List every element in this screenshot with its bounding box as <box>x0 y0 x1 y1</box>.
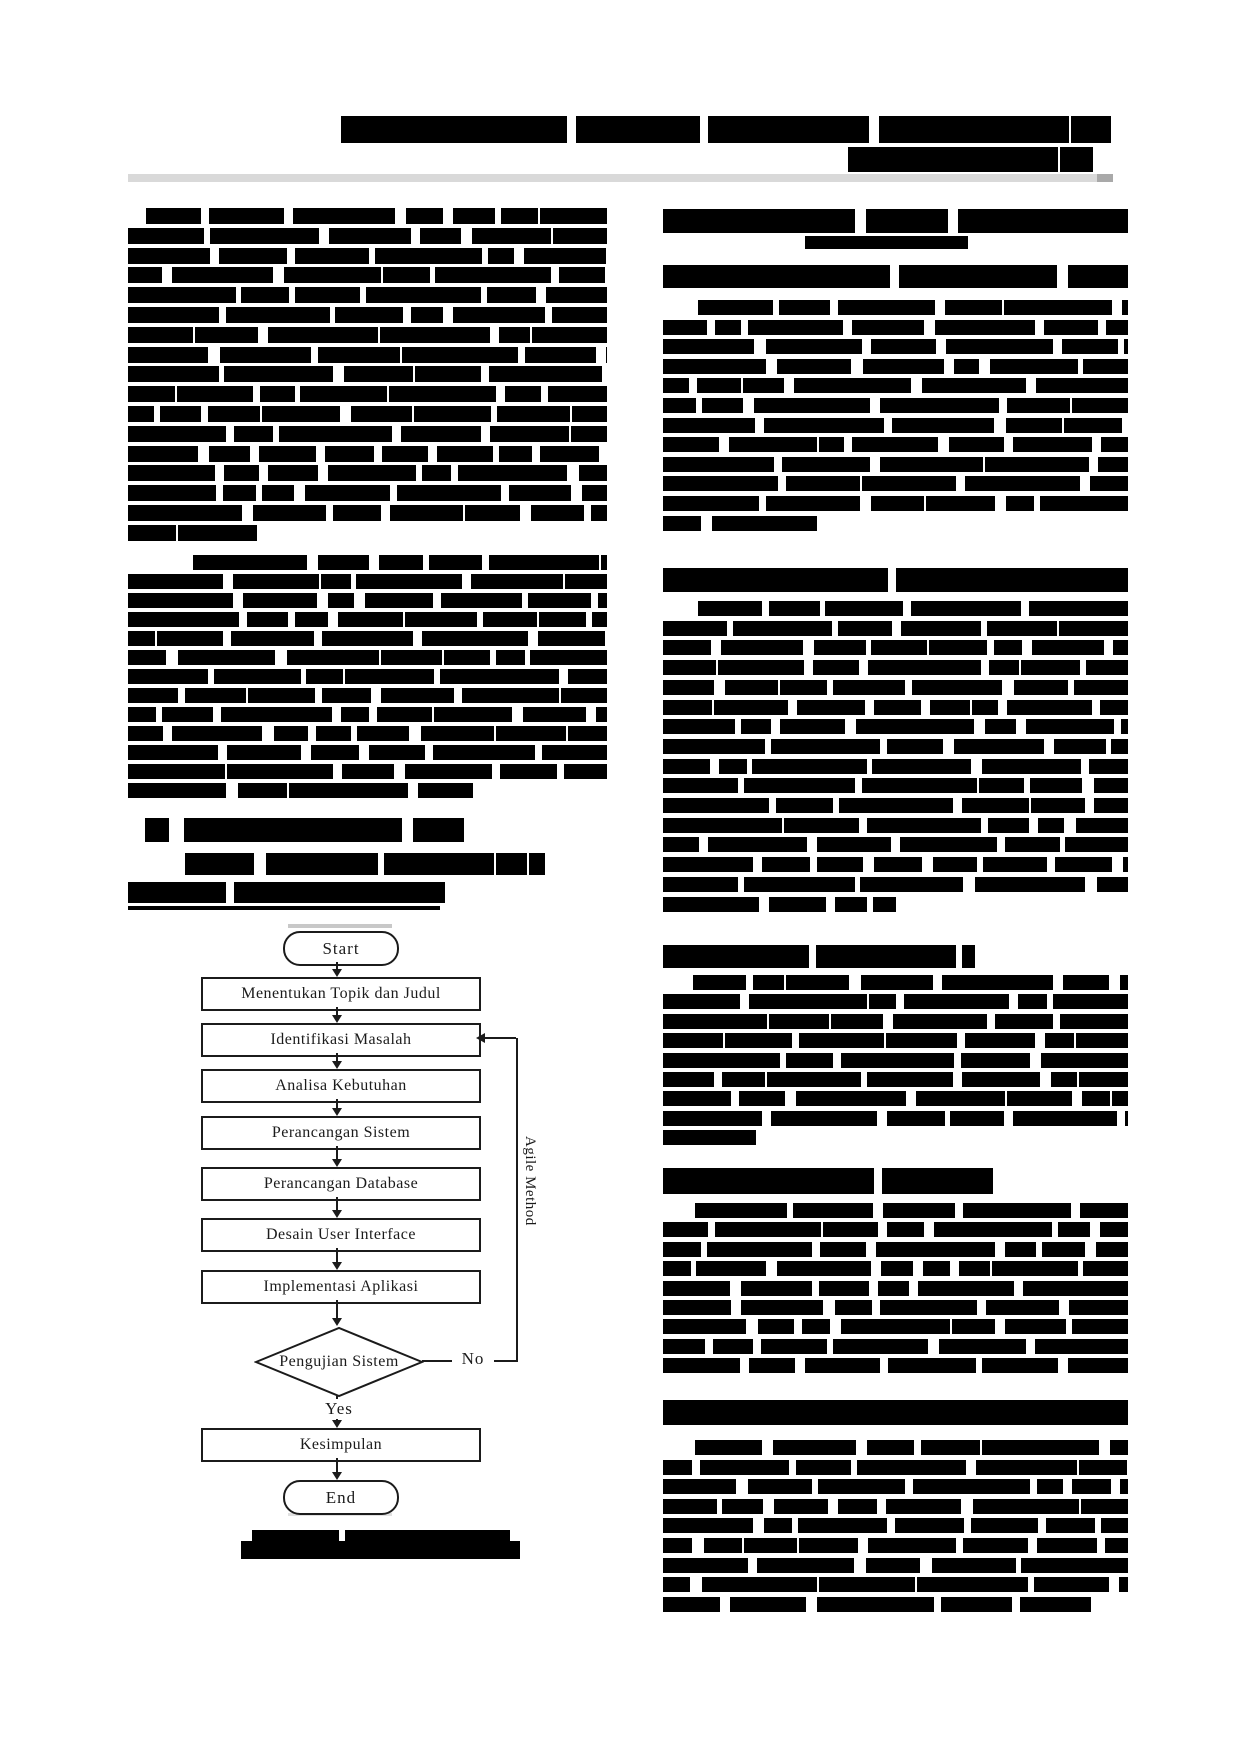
step-label: Desain User Interface <box>266 1226 416 1243</box>
scan-artifact-line <box>288 924 392 928</box>
flow-arrow-down <box>336 1458 338 1472</box>
flow-arrow-down <box>336 1197 338 1210</box>
flowchart-step-analisa-kebutuhan <box>201 1069 481 1103</box>
flowchart-step-kesimpulan <box>201 1428 481 1462</box>
step-label: Identifikasi Masalah <box>270 1031 412 1048</box>
header-divider-rule <box>128 174 1113 182</box>
flowchart-step-desain-user-interface <box>201 1218 481 1252</box>
flow-arrow-down <box>336 1053 338 1061</box>
flow-arrow-down <box>336 1248 338 1262</box>
flow-arrow-down <box>336 962 338 969</box>
header-divider-cap <box>1097 174 1113 182</box>
step-label: Analisa Kebutuhan <box>275 1077 407 1094</box>
flowchart-step-implementasi-aplikasi <box>201 1270 481 1304</box>
loop-arrowhead-left <box>476 1033 485 1043</box>
flow-arrow-down <box>336 1007 338 1015</box>
flow-arrow-down <box>336 1099 338 1108</box>
flowchart-step-perancangan-sistem <box>201 1116 481 1150</box>
flowchart-step-perancangan-database <box>201 1167 481 1201</box>
flowchart-step-identifikasi-masalah <box>201 1023 481 1057</box>
loop-line-vertical <box>516 1038 518 1362</box>
flow-arrow-down <box>336 1146 338 1159</box>
step-label: Menentukan Topik dan Judul <box>241 985 441 1002</box>
flowchart-no-label: No <box>452 1349 494 1369</box>
flowchart-start-node <box>283 931 399 966</box>
decision-label-text: Pengujian Sistem <box>279 1353 399 1370</box>
agile-method-side-label: Agile Method <box>522 1136 538 1226</box>
flowchart-step-menentukan-topik <box>201 977 481 1011</box>
step-label: Perancangan Sistem <box>271 1124 411 1141</box>
step-label: Perancangan Database <box>263 1175 419 1192</box>
flow-arrow-down <box>336 1300 338 1318</box>
step-label: Kesimpulan <box>299 1436 383 1453</box>
flowchart-end-node <box>283 1480 399 1515</box>
loop-line-horizontal-top <box>484 1037 516 1039</box>
flowchart-yes-label: Yes <box>315 1399 363 1419</box>
flowchart-end-label: End <box>325 1487 357 1507</box>
step-label: Implementasi Aplikasi <box>263 1278 419 1295</box>
flowchart-start-label: Start <box>322 938 360 958</box>
flowchart-decision-label <box>254 1326 424 1398</box>
